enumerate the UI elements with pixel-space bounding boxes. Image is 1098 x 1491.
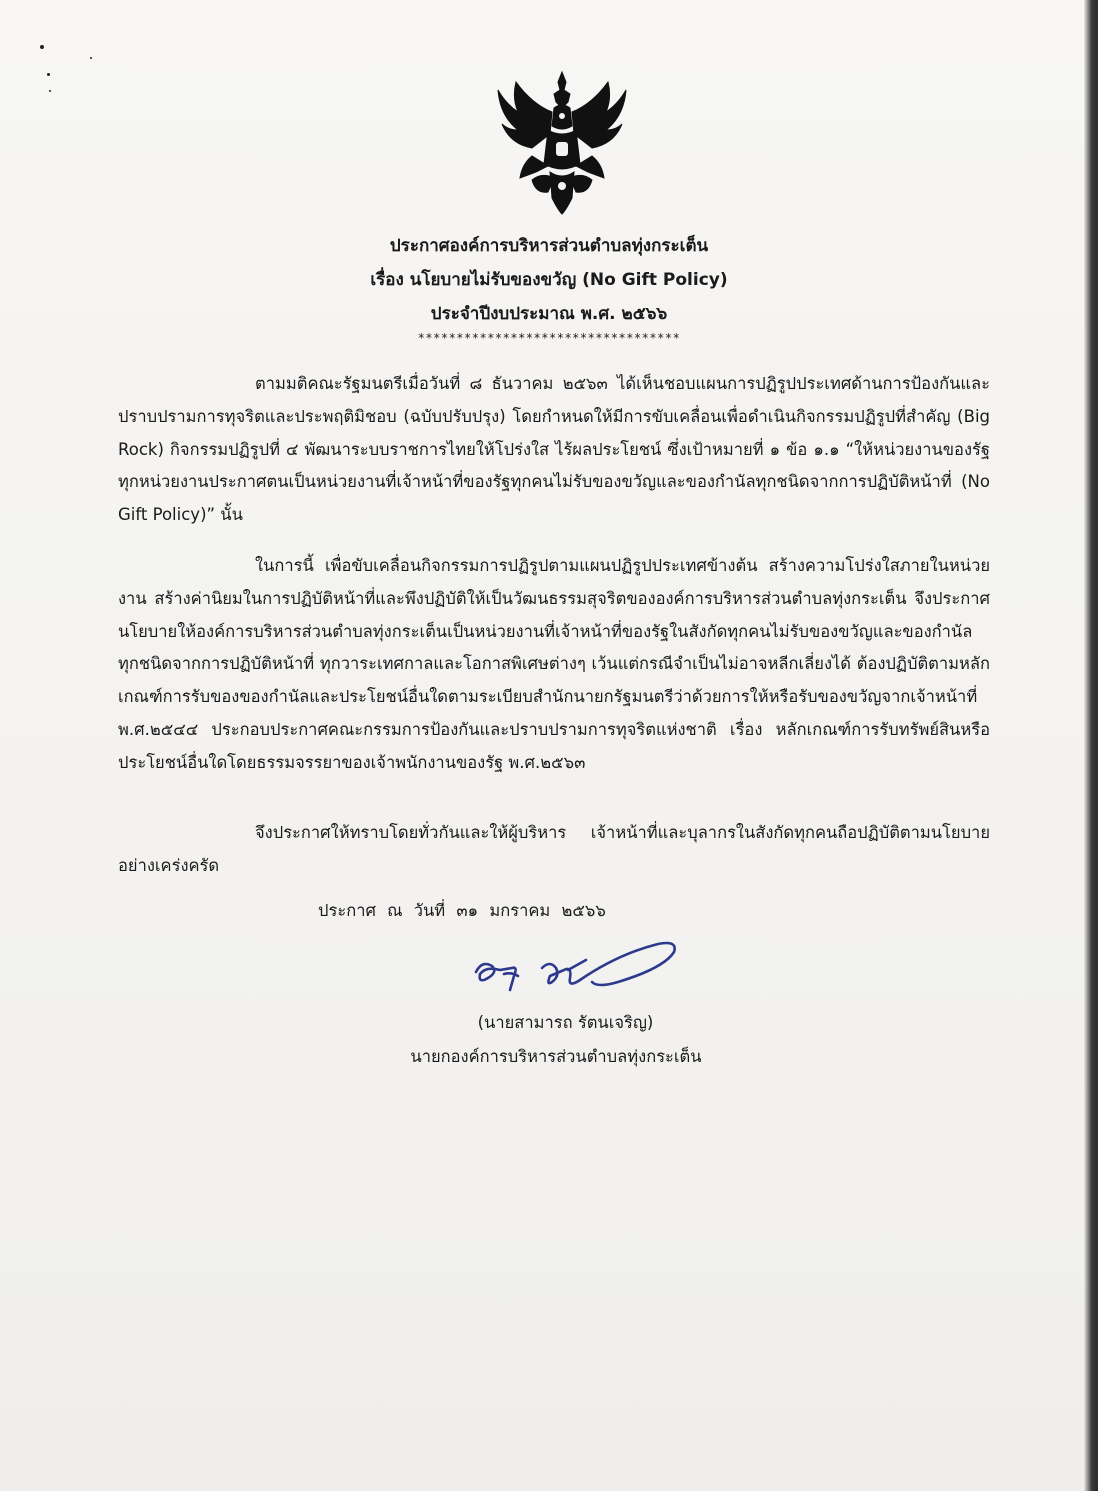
signatory-name: (นายสามารถ รัตนเจริญ) — [477, 1013, 654, 1032]
fiscal-year-line: ประจำปีงบประมาณ พ.ศ. ๒๕๖๖ — [430, 304, 668, 324]
body-paragraph-1 — [118, 368, 990, 532]
scan-edge — [1084, 0, 1098, 1491]
garuda-emblem-icon — [492, 68, 632, 218]
scan-speck — [90, 57, 92, 59]
announcement-subject: เรื่อง นโยบายไม่รับของขวัญ (No Gift Policy) — [370, 270, 728, 290]
announcement-heading: ประกาศองค์การบริหารส่วนตำบลทุ่งกระเต็น — [389, 236, 709, 256]
paragraph-text: ตามมติคณะรัฐมนตรีเมื่อวันที่ ๘ ธันวาคม ๒๕๖๓ ได้เห็นชอบแผนการปฏิรูปประเทศด้านการป้องกันและปราบปรามการทุจริตและประพฤติมิชอบ (ฉบับปรับปรุง) โดยกำหนดให้มีการขับเคลื่อนเพื่อดำเนินกิจกรรมปฏิรูปที่สำคัญ (Big Rock) กิจกรรมปฏิรูปที่ ๔ พัฒนาระบบราชการไทยให้โปร่งใส ไร้ผลประโยชน์ ซึ่งเป้าหมายที่ ๑ ข้อ ๑.๑ “ให้หน่วยงานของรัฐทุกหน่วยงานประกาศตนเป็นหน่วยงานที่เจ้าหน้าที่ของรัฐทุกคนไม่รับของขวัญและของกำนัลทุกชนิดจากการปฏิบัติหน้าที่ (No Gift Policy)” นั้น — [118, 374, 990, 525]
handwritten-signature — [468, 930, 683, 1000]
scan-speck — [40, 45, 44, 49]
heading-separator: ********************************** — [417, 331, 681, 345]
scan-speck — [47, 73, 50, 76]
body-paragraph-2 — [118, 550, 990, 780]
announcement-date: ประกาศ ณ วันที่ ๓๑ มกราคม ๒๕๖๖ — [318, 901, 606, 920]
paragraph-text: จึงประกาศให้ทราบโดยทั่วกันและให้ผู้บริหาร เจ้าหน้าที่และบุลากรในสังกัดทุกคนถือปฏิบัติตามนโยบายอย่างเคร่งครัด — [118, 823, 990, 875]
body-paragraph-3 — [118, 817, 990, 883]
scan-speck — [49, 90, 51, 92]
signatory-title: นายกองค์การบริหารส่วนตำบลทุ่งกระเต็น — [410, 1047, 702, 1066]
paragraph-text: ในการนี้ เพื่อขับเคลื่อนกิจกรรมการปฏิรูปตามแผนปฏิรูปประเทศข้างต้น สร้างความโปร่งใสภายในหน่วยงาน สร้างค่านิยมในการปฏิบัติหน้าที่และพึงปฏิบัติให้เป็นวัฒนธรรมสุจริตขององค์การบริหารส่วนตำบลทุ่งกระเต็น จึงประกาศนโยบายให้องค์การบริหารส่วนตำบลทุ่งกระเต็นเป็นหน่วยงานที่เจ้าหน้าที่ของรัฐในสังกัดทุกคนไม่รับของขวัญและของกำนัลทุกชนิดจากการปฏิบัติหน้าที่ ทุกวาระเทศกาลและโอกาสพิเศษต่างๆ เว้นแต่กรณีจำเป็นไม่อาจหลีกเลี่ยงได้ ต้องปฏิบัติตามหลักเกณฑ์การรับของของกำนัลและประโยชน์อื่นใดตามระเบียบสำนักนายกรัฐมนตรีว่าด้วยการให้หรือรับของขวัญจากเจ้าหน้าที่ พ.ศ.๒๕๔๔ ประกอบประกาศคณะกรรมการป้องกันและปราบปรามการทุจริตแห่งชาติ เรื่อง หลักเกณฑ์การรับทรัพย์สินหรือประโยชน์อื่นใดโดยธรรมจรรยาของเจ้าพนักงานของรัฐ พ.ศ.๒๕๖๓ — [118, 556, 990, 772]
